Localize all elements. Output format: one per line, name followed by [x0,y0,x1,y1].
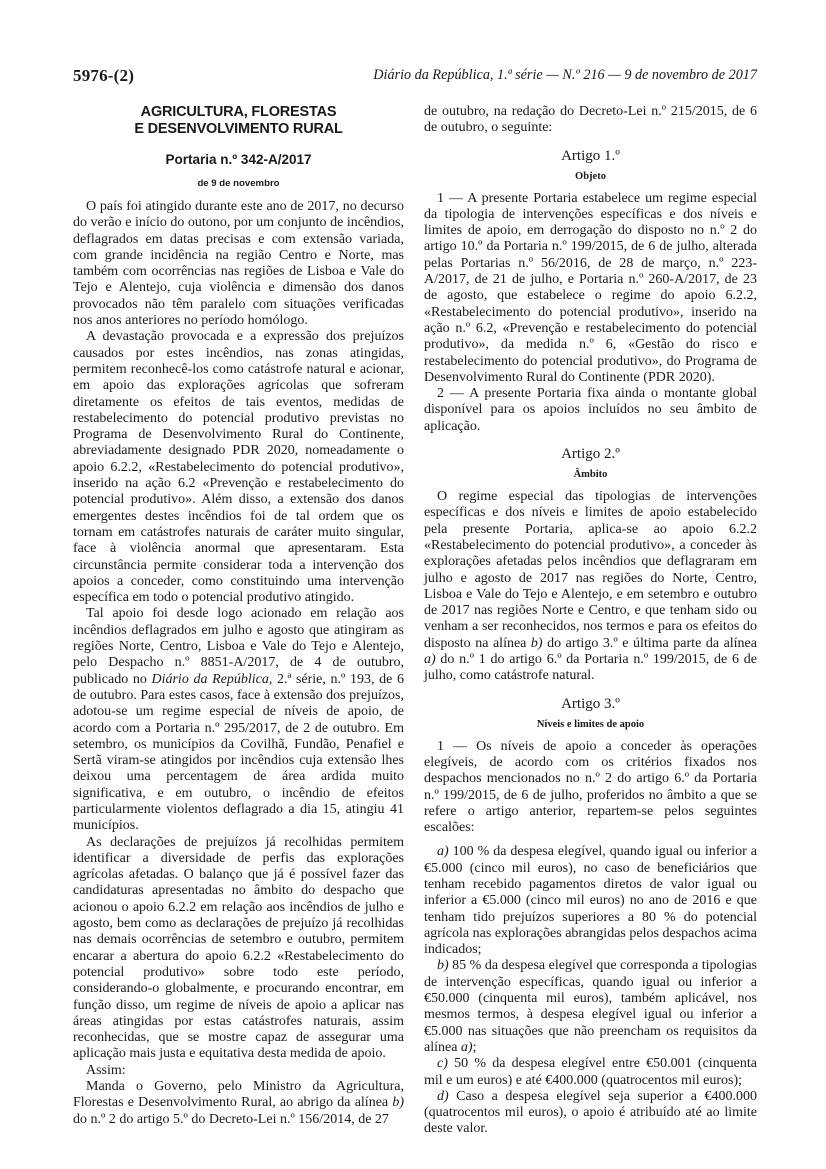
journal-running-head: Diário da República, 1.ª série — N.º 216 — 9 de novembro de 2017 [373,67,757,83]
preamble-paragraph-5: Assim: [86,1062,126,1078]
continuation-text: de outubro, na redação do Decreto-Lei n.º 215/2015, de 6 de outubro, o seguinte: [424,104,757,136]
para6-alinea-label: b) [392,1095,404,1111]
right-column [424,104,757,1138]
page-header [73,66,757,86]
artigo-2-text-a: O regime especial das tipologias de intervenções específicas e dos níveis e limites de apoio estabelecido pela presente Portaria, aplica-se ao apoio 6.2.2 «Restabelecimento do potencial produtivo», a conceder às explorações afetadas pelos incêndios que deflagraram em julho e agosto de 2017 nas regiões do Norte, Centro, Lisboa e Vale do Tejo e Alentejo, e em setembro e outubro de 2017 nas regiões Norte e Centro, e que tenham sido ou venham a ser reconhecidos, nos termos e para os efeitos do disposto na alínea [424,489,757,651]
alinea-b [424,958,757,1056]
alinea-b-ref: b) [530,635,543,651]
alinea-label: b) [437,958,449,974]
artigo-3-title: Níveis e limites de apoio [536,718,645,730]
artigo-3-heading: Artigo 3.º [561,695,620,712]
ministry-heading [73,104,404,138]
alinea-text: 85 % da despesa elegível que corresponda a tipologias de intervenção específicas, quando igual ou inferior a €50.000 (cinquenta mil euros), também aplicável, nos mesmos termos, à despesa elegível igual ou inferior a €5.000 nas situações que não preencham os requisitos da alínea [424,958,757,1055]
alinea-list [424,844,757,1137]
left-column [73,100,404,1128]
preamble-paragraph-2: A devastação provocada e a expressão dos prejuízos causados por estes incêndios, nas zonas atingidas, permitem reconhecê-los como catástrofe natural e acionar, em apoio das explorações agrícolas que sofreram diretamente os efeitos de tais eventos, medidas de restabelecimento do potencial produtivo previstas no Programa de Desenvolvimento Rural do Continente, abreviadamente designado PDR 2020, nomeadamente o apoio 6.2.2, «Restabelecimento do potencial produtivo», inserido na ação 6.2 «Prevenção e restabelecimento do potencial produtivo». Além disso, a extensão dos danos emergentes destes incêndios foi de tal ordem que os tornam em catástrofes naturais de caráter muito singular, face à violência anormal que apresentaram. Esta circunstância permite considerar toda a intervenção dos apoios a conceder, como constituindo uma intervenção específica em todo o potencial produtivo atingido. [73,329,404,606]
artigo-2-text-b: do artigo 3.º e última parte da alínea [542,635,757,651]
publication-name: Diário da República, [151,671,273,687]
artigo-1-paragraph-1: 1 — A presente Portaria estabelece um regime especial da tipologia de intervenções específicas e dos níveis e limites de apoio, em derrogação do disposto no n.º 2 do artigo 10.º da Portaria n.º 199/2015, de 6 de julho, alterada pelas Portarias n.º 56/2016, de 28 de março, n.º 223-A/2017, de 21 de julho, e Portaria n.º 260-A/2017, de 23 de agosto, que estabelece o regime do apoio 6.2.2, «Restabelecimento do potencial produtivo», inserido na ação n.º 6.2, «Prevenção e restabelecimento do potencial produtivo», da medida n.º 6, «Gestão do risco e restabelecimento do potencial produtivo», do Programa de Desenvolvimento Rural do Continente (PDR 2020). [424,190,757,385]
page-number: 5976-(2) [73,66,135,85]
artigo-2-title: Âmbito [573,469,608,481]
artigo-2-paragraph [424,489,757,685]
preamble-paragraph-1: O país foi atingido durante este ano de 2017, no decurso do verão e início do outono, por um conjunto de incêndios, deflagrados em datas precisas e com extensão variada, com grande incidência na região Centro e Norte, mas também com ocorrências nas regiões de Lisboa e Vale do Tejo e Alentejo, cuja violência e dimensão dos danos provocados não têm paralelo com situações verificadas nos anos anteriores no período homólogo. [73,199,404,329]
alinea-label: d) [437,1088,449,1104]
alinea-d [424,1089,757,1138]
para6-text-a: Manda o Governo, pelo Ministro da Agricultura, Florestas e Desenvolvimento Rural, ao abrigo da alínea [73,1079,404,1111]
portaria-date: de 9 de novembro [197,178,280,189]
ministry-line-1: AGRICULTURA, FLORESTAS [140,104,337,120]
para3-text-a: Tal apoio foi desde logo acionado em relação aos incêndios deflagrados em julho e agosto que atingiram as regiões Norte, Centro, Lisboa e Vale do Tejo e Alentejo, pelo Despacho n.º 8851-A/2017, de 4 de outubro, publicado no [73,606,404,687]
alinea-a-ref: a) [424,652,436,668]
preamble-paragraph-6 [73,1079,404,1128]
alinea-ref: a) [460,1039,473,1055]
alinea-text: 100 % da despesa elegível, quando igual ou inferior a €5.000 (cinco mil euros), no caso de beneficiários que tenham recebido pagamentos diretos de valor igual ou inferior a €5.000 (cinco mil euros) no ano de 2016 e que tenham tido prejuízos superiores a 80 % do potencial agrícola nas explorações abrangidas pelos despachos acima indicados; [424,844,757,958]
artigo-2-heading: Artigo 2.º [561,446,620,463]
artigo-2-text-c: do n.º 1 do artigo 6.º da Portaria n.º 199/2015, de 6 de julho, como catástrofe natural. [424,652,757,684]
preamble-paragraph-4: As declarações de prejuízos já recolhidas permitem identificar a diversidade de perfis das explorações agrícolas afetadas. O balanço que já é possível fazer das candidaturas apresentadas no âmbito do despacho que acionou o apoio 6.2.2 em relação aos incêndios de julho e agosto, bem como as declarações de prejuízo já recolhidas nas demais ocorrências de setembro e outubro, permitem encarar a abertura do apoio 6.2.2 «Restabelecimento do potencial produtivo» sobre todo este período, considerando-o globalmente, e procurando encontrar, em função disso, um regime de níveis de apoio a aplicar nas áreas atingidas por estas catástrofes naturais, assim reconhecidas, que se mostre capaz de assegurar uma aplicação mais justa e equitativa desta medida de apoio. [73,834,404,1062]
spacer [424,836,757,844]
preamble-paragraph-3 [73,606,404,834]
alinea-text: Caso a despesa elegível seja superior a €400.000 (quatrocentos mil euros), o apoio é atribuído até ao limite deste valor. [424,1088,757,1137]
artigo-1-title: Objeto [575,170,606,182]
alinea-label: c) [437,1056,448,1072]
alinea-label: a) [437,844,449,860]
portaria-title: Portaria n.º 342-A/2017 [165,152,312,167]
alinea-c [424,1056,757,1089]
ministry-line-2: E DESENVOLVIMENTO RURAL [134,121,343,137]
para3-text-b: 2.ª série, n.º 193, de 6 de outubro. Para estes casos, face à extensão dos prejuízos, adotou-se um regime especial de níveis de apoio, de acordo com a Portaria n.º 295/2017, de 2 de outubro. Em setembro, os municípios da Covilhã, Fundão, Penafiel e Sertã viram-se atingidos por incêndios cuja extensão lhes deixou uma percentagem de área ardida muito significativa, e em outubro, o incêndio de efeitos particularmente violentos deflagrado a dia 15, atingiu 41 municípios. [73,671,404,834]
para6-text-b: do n.º 2 do artigo 5.º do Decreto-Lei n.º 156/2014, de 27 [73,1111,389,1127]
alinea-a [424,844,757,958]
alinea-text: 50 % da despesa elegível entre €50.001 (cinquenta mil e um euros) e até €400.000 (quatrocentos mil euros); [424,1056,757,1088]
alinea-tail: ; [472,1039,477,1055]
artigo-3-intro: 1 — Os níveis de apoio a conceder às operações elegíveis, de acordo com os critérios fixados nos despachos mencionados no n.º 2 do artigo 6.º da Portaria n.º 199/2015, de 6 de julho, proferidos no âmbito a que se refere o artigo anterior, repartem-se pelos seguintes escalões: [424,738,757,836]
artigo-1-paragraph-2: 2 — A presente Portaria fixa ainda o montante global disponível para os apoios incluídos no seu âmbito de aplicação. [424,386,757,434]
artigo-1-heading: Artigo 1.º [561,147,620,164]
